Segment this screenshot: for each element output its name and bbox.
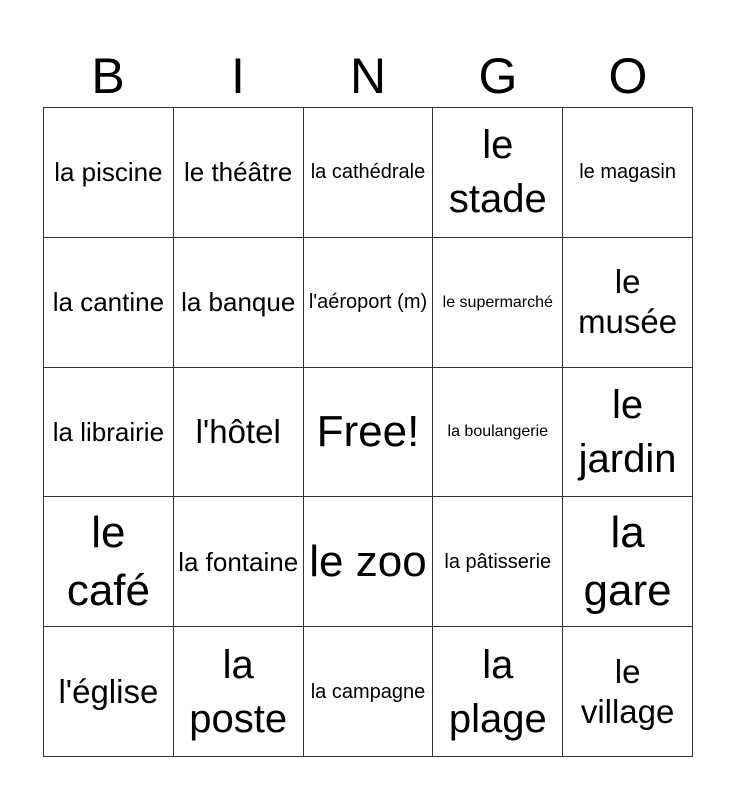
cell-text: la cathédrale	[310, 161, 426, 184]
bingo-cell[interactable]	[174, 368, 304, 498]
cell-text: le théâtre	[183, 157, 293, 188]
bingo-cell[interactable]	[44, 238, 174, 368]
cell-text: la boulangerie	[447, 423, 549, 441]
cell-text: Free!	[316, 406, 420, 456]
bingo-cell[interactable]	[44, 627, 174, 757]
header-letter-b: B	[91, 48, 125, 104]
cell-text: le zoo	[309, 536, 427, 586]
cell-text: la poste	[189, 642, 288, 741]
cell-text: le village	[580, 652, 675, 730]
bingo-grid	[43, 107, 693, 757]
cell-text: le musée	[578, 263, 678, 341]
cell-text: l'hôtel	[195, 412, 281, 450]
cell-text: la piscine	[54, 157, 163, 188]
header-letter-o: O	[608, 48, 648, 104]
bingo-cell[interactable]	[304, 627, 434, 757]
cell-text: le stade	[448, 123, 547, 222]
bingo-header	[43, 48, 693, 104]
bingo-cell[interactable]	[433, 108, 563, 238]
cell-text: la fontaine	[178, 546, 299, 577]
bingo-cell[interactable]	[44, 108, 174, 238]
cell-text: le supermarché	[442, 293, 553, 311]
bingo-cell[interactable]	[433, 627, 563, 757]
bingo-cell[interactable]	[433, 497, 563, 627]
cell-text: l'aéroport (m)	[308, 291, 428, 314]
header-letter-g: G	[478, 48, 518, 104]
cell-text: la librairie	[52, 416, 165, 447]
bingo-cell[interactable]	[433, 238, 563, 368]
bingo-cell[interactable]	[563, 108, 693, 238]
bingo-cell[interactable]	[563, 368, 693, 498]
bingo-cell[interactable]	[304, 108, 434, 238]
bingo-cell[interactable]	[563, 238, 693, 368]
cell-text: la campagne	[310, 680, 426, 703]
cell-text: la gare	[583, 507, 672, 615]
bingo-cell[interactable]	[44, 368, 174, 498]
bingo-cell[interactable]	[44, 497, 174, 627]
cell-text: la plage	[448, 642, 547, 741]
bingo-cell[interactable]	[563, 627, 693, 757]
cell-text: la banque	[181, 287, 296, 318]
cell-text: le jardin	[578, 382, 677, 481]
cell-text: la cantine	[52, 287, 165, 318]
cell-text: la pâtisserie	[444, 550, 552, 573]
bingo-cell[interactable]	[304, 497, 434, 627]
header-letter-n: N	[349, 48, 387, 104]
cell-text: le magasin	[579, 161, 676, 184]
free-space[interactable]	[304, 368, 434, 498]
bingo-cell[interactable]	[174, 108, 304, 238]
bingo-cell[interactable]	[304, 238, 434, 368]
bingo-cell[interactable]	[174, 627, 304, 757]
bingo-cell[interactable]	[174, 238, 304, 368]
bingo-cell[interactable]	[174, 497, 304, 627]
header-letter-i: I	[231, 48, 245, 104]
cell-text: l'église	[58, 672, 159, 710]
bingo-cell[interactable]	[563, 497, 693, 627]
bingo-cell[interactable]	[433, 368, 563, 498]
cell-text: le café	[66, 507, 150, 615]
